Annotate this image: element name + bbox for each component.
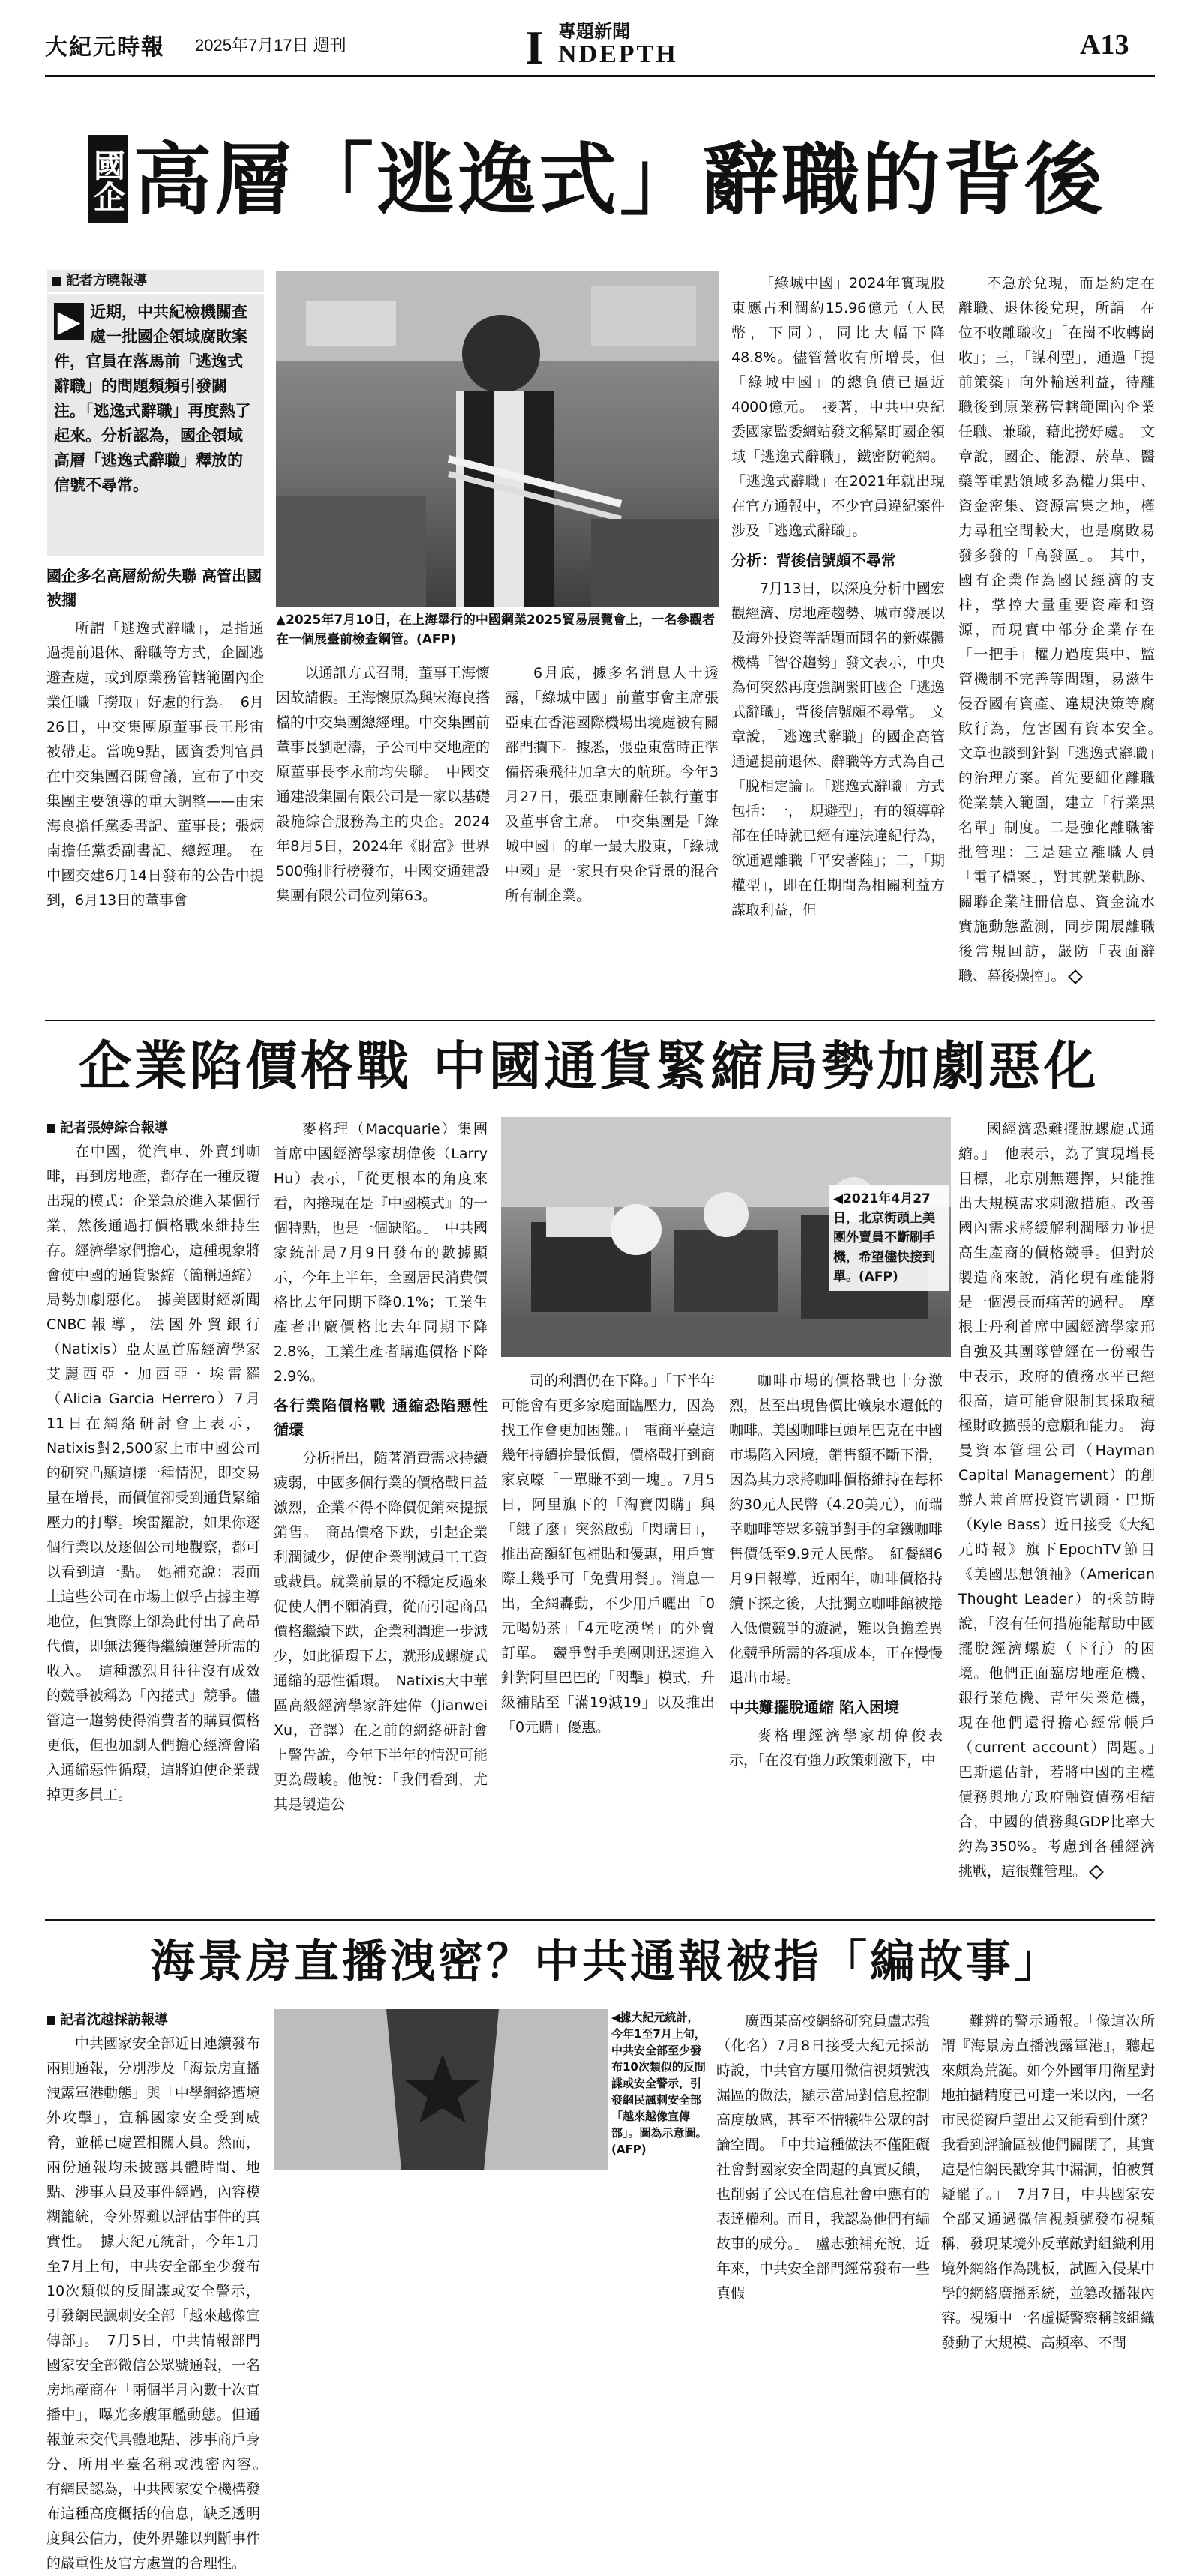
section-initial: I bbox=[525, 21, 544, 74]
article3-photo-caption: ◀據大紀元統計，今年1至7月上旬，中共安全部至少發布10次類似的反間諜或安全警示，引發網民諷刺安全部「越來越像宣傳部」。圖為示意圖。(AFP) bbox=[611, 2011, 707, 2156]
section-logo bbox=[525, 16, 705, 72]
article2-col4 bbox=[729, 1369, 943, 1912]
article3-col1 bbox=[46, 2009, 275, 2572]
article1-subhead1: 國企多名高層紛紛失聯 高管出國被擱 bbox=[46, 567, 262, 609]
article2-col2-text: 麥格理（Macquarie）集團首席中國經濟學家胡偉俊（Larry Hu）表示，「從更根本的角度來看，內捲現在是『中國模式』的一個特點，也是一個缺陷。」 中共國家統計局7月9日發布的數據顯示，今年上半年，全國居民消費價格比去年同期下降0.1%；工業生產者出廠價格比去年同期下降2.8%，工業生產者購進價格下降2.9%。 bbox=[274, 1121, 488, 1385]
end-mark-icon bbox=[1089, 1865, 1104, 1880]
steel-pipe-inspection-image bbox=[276, 271, 718, 607]
article1-lead: 近期，中共紀檢機關查處一批國企領域腐敗案件，官員在落馬前「逃逸式辭職」的問題頻頻引發關注。「逃逸式辭職」再度熱了起來。分析認為，國企領域高層「逃逸式辭職」釋放的信號不尋常。 bbox=[54, 303, 251, 494]
article2-subhead2: 中共難擺脫通縮 陷入困境 bbox=[729, 1698, 899, 1716]
article1-photo bbox=[276, 271, 718, 607]
end-mark-icon bbox=[1068, 969, 1083, 984]
article2-headline: 企業陷價格戰 中國通貨緊縮局勢加劇惡化 bbox=[79, 1035, 1100, 1097]
article3-col2 bbox=[716, 2009, 931, 2302]
section-en: NDEPTH bbox=[558, 40, 678, 68]
masthead-rule bbox=[45, 75, 1155, 77]
article2-photo-caption: ◀2021年4月27日，北京街頭上美團外賣員不斷刷手機，希望儘快接到單。(AFP) bbox=[829, 1185, 949, 1291]
article3-byline: 記者沈越採訪報導 bbox=[46, 2009, 260, 2032]
article1-col4 bbox=[731, 271, 945, 1010]
article3-col3-text: 難辨的警示通報。「像這次所謂『海景房直播洩露軍港』，聽起來頗為荒誕。如今外國軍用衛星對地拍攝精度已可達一米以內，一名市民從窗戶望出去又能看到什麼？我看到評論區被他們關閉了，其實這是怕網民戳穿其中漏洞，怕被質疑罷了。」 7月7日，中共國家安全部又通過微信視頻號發布視頻稱，發現某境外反華敵對組織利用境外網絡作為跳板，試圖入侵某中學的網絡廣播系統，並篡改播報內容。視頻中一名虛擬警察稱該組織發動了大規模、高頻率、不間 bbox=[941, 2013, 1156, 2351]
article2-col5 bbox=[958, 1117, 1170, 1912]
paper-name: 大紀元時報 bbox=[45, 34, 165, 61]
lead-arrow-icon: ▶ bbox=[54, 303, 84, 340]
article1-headline: 高層「逃逸式」辭職的背後 bbox=[134, 134, 1106, 226]
article3-col1-text: 中共國家安全部近日連續發布兩則通報，分別涉及「海景房直播洩露軍港動態」與「中學網絡遭境外攻擊」，宣稱國家安全受到威脅，並稱已處置相關人員。然而，兩份通報均未披露具體時間、地點、涉事人員及事件經過，內容模糊籠統，令外界難以評估事件的真實性。 據大紀元統計，今年1月至7月上旬，中共安全部至少發布10次類似的反間諜或安全警示，引發網民諷刺安全部「越來越像宣傳部」。 7月5日，中共情報部門國家安全部微信公眾號通報，一名房地產商在「兩個半月內數十次直播中」，曝光多艘軍艦動態。但通報並未交代具體地點、涉事商戶身分、所用平臺名稱或洩密內容。 有網民認為，中共國家安全機構發布這種高度概括的信息，缺乏透明度與公信力，使外界難以判斷事件的嚴重性及官方處置的合理性。 bbox=[46, 2035, 275, 2572]
headline-prefix: 國企 bbox=[89, 149, 126, 212]
headline-prefix-box bbox=[88, 135, 128, 223]
article2-col5-text: 國經濟恐難擺脫螺旋式通縮。」 他表示，為了實現增長目標，北京別無選擇，只能推出大規模需求刺激措施。改善國內需求將緩解利潤壓力並提高生產商的價格競爭。但對於製造商來說，消化現有產能將是一個漫長而痛苦的過程。 摩根士丹利首席中國經濟學家邢自強及其團隊曾經在一份報告中表示，政府的債務水平已經很高，這可能會限制其採取積極財政擴張的意願和能力。 海曼資本管理公司（Hayman Capital Management）的創辦人兼首席投資官凱爾・巴斯（Kyle Bass）近日接受《大紀元時報》旗下EpochTV節目《美國思想領袖》（American Thought Leader）的採訪時說，「沒有任何措施能幫助中國擺脫經濟螺旋（下行）的困境。他們正面臨房地產危機、銀行業危機、青年失業危機，現在他們還得擔心經常帳戶（current account）問題。」 巴斯還估計，若將中國的主權債務與地方政府融資債務相結合，中國的債務與GDP比率大約為350%。考慮到各種經濟挑戰，這很難管理。 bbox=[958, 1121, 1170, 1880]
section-divider-2 bbox=[45, 1919, 1155, 1921]
article1-col5-text: 不急於兌現，而是約定在離職、退休後兌現，所謂「在位不收離職收」「在崗不收轉崗收」；三，「謀利型」，通過「提前策築」向外輸送利益，待離職後到原業務管轄範圍內企業任職、兼職，藉此撈好處。 文章說，國企、能源、菸草、醫藥等重點領域多為權力集中、資金密集、資源富集之地，權力尋租空間較大，也是腐敗易發多發的「高發區」。 其中，國有企業作為國民經濟的支柱，掌控大量重要資產和資源，而現實中部分企業存在「一把手」權力過度集中、監管機制不完善等問題，易滋生侵吞國有資產、違規決策等腐敗行為，危害國有資本安全。 文章也談到針對「逃逸式辭職」的治理方案。首先要細化離職從業禁入範圍，建立「行業黑名單」制度。二是強化離職審批管理：三是建立離職人員「電子檔案」，對其就業軌跡、關聯企業註冊信息、資金流水實施動態監測，同步開展離職後常規回訪，嚴防「表面辭職、幕後操控」。 bbox=[958, 275, 1170, 984]
article3-hidden-content bbox=[0, 2183, 1, 2184]
article2-subhead1: 各行業陷價格戰 通縮恐陷惡性循環 bbox=[274, 1397, 488, 1439]
article1-col3-text: 6月底，據多名消息人士透露，「綠城中國」前董事會主席張亞東在香港國際機場出境處被有關部門攔下。據悉，張亞東當時正準備搭乘飛往加拿大的航班。今年3月27日，張亞東剛辭任執行董事及董事會主席。 中交集團是「綠城中國」的單一最大股東，「綠城中國」是一家具有央企背景的混合所有制企業。 bbox=[505, 665, 719, 904]
article1-col2 bbox=[276, 661, 490, 1010]
article2-col2-text-b: 分析指出，隨著消費需求持續疲弱，中國多個行業的價格戰日益激烈，企業不得不降價促銷來提振銷售。 商品價格下跌，引起企業利潤減少，促使企業削減員工工資或裁員。就業前景的不穩定反過來促使人們不願消費，從而引起商品價格繼續下跌，企業利潤進一步減少，如此循環下去，就形成螺旋式通縮的惡性循環。 Natixis大中華區高級經濟學家許建偉（Jianwei Xu，音譯）在之前的網絡研討會上警告說，今年下半年的情況可能更為嚴峻。他說：「我們看到，尤其是製造公 bbox=[274, 1450, 488, 1813]
article3-headline: 海景房直播洩密？中共通報被指「編故事」 bbox=[150, 1936, 1062, 1988]
article2-col4-text-b: 麥格理經濟學家胡偉俊表示，「在沒有強力政策刺激下，中 bbox=[729, 1727, 943, 1769]
article2-col2 bbox=[274, 1117, 488, 1912]
article3-col2-text: 廣西某高校網絡研究員盧志強（化名）7月8日接受大紀元採訪時說，中共官方屢用微信視頻號洩漏區的做法，顯示當局對信息控制高度敏感，甚至不惜犧牲公眾的討論空間。 「中共這種做法不僅阻礙社會對國家安全問題的真實反饋，也削弱了公民在信息社會中應有的表達權利。而且，我認為他們有編故事的成分。」 盧志強補充說，近年來，中共安全部門經常發布一些真假 bbox=[716, 2013, 931, 2302]
article2-col3-text: 司的利潤仍在下降。」「下半年可能會有更多家庭面臨壓力，因為找工作會更加困難。」 電商平臺這幾年持續拚最低價，價格戰打到商家哀嚎「一單賺不到一塊」。7月5日，阿里旗下的「淘寶閃購」與「餓了麼」突然啟動「閃購日」，推出高額紅包補貼和優惠，用戶實際上幾乎可「免費用餐」。消息一出，全網轟動，不少用戶曬出「0元喝奶茶」「4元吃漢堡」的外賣訂單。 競爭對手美團則迅速進入針對阿里巴巴的「閃擊」模式，升級補貼至「滿19減19」以及推出「0元購」優惠。 bbox=[501, 1373, 716, 1736]
section-zh: 專題新聞 bbox=[558, 21, 630, 42]
issue-date: 2025年7月17日 週刊 bbox=[195, 36, 346, 55]
article1-byline: 記者方曉報導 bbox=[46, 270, 264, 292]
article1-col1-text: 所謂「逃逸式辭職」，是指通過提前退休、辭職等方式，企圖逃避查處，或到原業務管轄範圍內企業任職「撈取」好處的行為。 6月26日，中交集團原董事長王彤宙被帶走。當晚9點，國資委判官員在中交集團召開會議，宣布了中交集團主要領導的重大調整——由宋海良擔任黨委書記、董事長；張炳南擔任黨委副書記、總經理。 在中國交建6月14日發布的公告中提到，6月13日的董事會 bbox=[46, 620, 264, 909]
article1-col3 bbox=[505, 661, 718, 1010]
article2-col4-text: 咖啡市場的價格戰也十分激烈，甚至出現售價比礦泉水還低的咖啡。美國咖啡巨頭星巴克在中國市場陷入困境，銷售額不斷下滑，因為其力求將咖啡價格維持在每杯約30元人民幣（4.20美元），而瑞幸咖啡等眾多競爭對手的拿鐵咖啡售價低至9.9元人民幣。 紅餐網6月9日報導，近兩年，咖啡價格持續下探之後，大批獨立咖啡館被捲入低價競爭的漩渦，難以負擔差異化競爭所需的各項成本，正在慢慢退出市場。 bbox=[729, 1373, 944, 1686]
article1-photo-caption: ▲2025年7月10日，在上海舉行的中國鋼業2025貿易展覽會上，一名參觀者在一個展臺前檢查鋼管。(AFP) bbox=[276, 613, 716, 647]
article1-col2-text: 以通訊方式召開，董事王海懷因故請假。王海懷原為與宋海良搭檔的中交集團總經理。中交集團前董事長劉起濤，子公司中交地產的原董事長李永前均失聯。 中國交通建設集團有限公司是一家以基礎設施綜合服務為主的央企。2024年8月5日，2024年《財富》世界500強排行榜發布，中國交通建設集團有限公司位列第63。 bbox=[276, 665, 490, 904]
article2-col3 bbox=[501, 1369, 715, 1912]
article1-col4-text: 「綠城中國」2024年實現股東應占利潤約15.96億元（人民幣，下同），同比大幅下降48.8%。儘管營收有所增長，但「綠城中國」的總負債已逼近4000億元。 接著，中共中央紀委國家監委網站發文稱緊盯國企領域「逃逸式辭職」，鐵密防範網。「逃逸式辭職」在2021年就出現在官方通報中，不少官員違紀案件涉及「逃逸式辭職」。 bbox=[731, 275, 946, 539]
section-divider-1 bbox=[45, 1020, 1155, 1021]
article1-col5 bbox=[958, 271, 1170, 1010]
article1-subhead2: 分析：背後信號頗不尋常 bbox=[731, 551, 896, 569]
article3-col3 bbox=[941, 2009, 1156, 2351]
article2-col1 bbox=[46, 1117, 260, 1912]
article2-col1-text: 在中國，從汽車、外賣到咖啡，再到房地產，都存在一種反覆出現的模式：企業急於進入某個行業，然後通過打價格戰來維持生存。經濟學家們擔心，這種現象將會使中國的通貨緊縮（簡稱通縮）局勢加劇惡化。 據美國財經新聞CNBC報導，法國外貿銀行（Natixis）亞太區首席經濟學家艾麗西亞・加西亞・埃雷羅（Alicia Garcia Herrero）7月11日在網絡研討會上表示，Natixis對2,500家上市中國公司的研究凸顯這樣一種情況，即交易量在增長，而價值卻受到通貨緊縮壓力的打擊。埃雷羅說，如果你逐個行業以及逐個公司地觀察，都可以看到這一點。 她補充說：表面上這些公司在市場上似乎占據主導地位，但實際上卻為此付出了高昂代價，即無法獲得繼續運營所需的收入。 這種激烈且往往沒有成效的競爭被稱為「內捲式」競爭。儘管這一趨勢使得消費者的購買價格更低，但也加劇人們擔心經濟會陷入通縮惡性循環，這將迫使企業裁掉更多員工。 bbox=[46, 1143, 261, 1803]
page-number: A13 bbox=[1080, 29, 1130, 61]
article1-col4-text-b: 7月13日，以深度分析中國宏觀經濟、房地產趨勢、城市發展以及海外投資等話題而聞名的新媒體機構「智谷趨勢」發文表示，中央為何突然再度強調緊盯國企「逃逸式辭職」，背後信號頗不尋常。 文章說，「逃逸式辭職」的國企高管通過提前退休、辭職等方式為自己「脫相定論」。「逃逸式辭職」方式包括：一，「規避型」，有的領導幹部在任時就已經有違法違紀行為，欲通過離職「平安著陸」；二，「期權型」，即在任期間為相關利益方謀取利益，但 bbox=[731, 580, 946, 918]
article1-lead-box bbox=[46, 294, 264, 556]
article2-byline: 記者張婷綜合報導 bbox=[46, 1117, 260, 1140]
article1-col1 bbox=[46, 616, 264, 1010]
